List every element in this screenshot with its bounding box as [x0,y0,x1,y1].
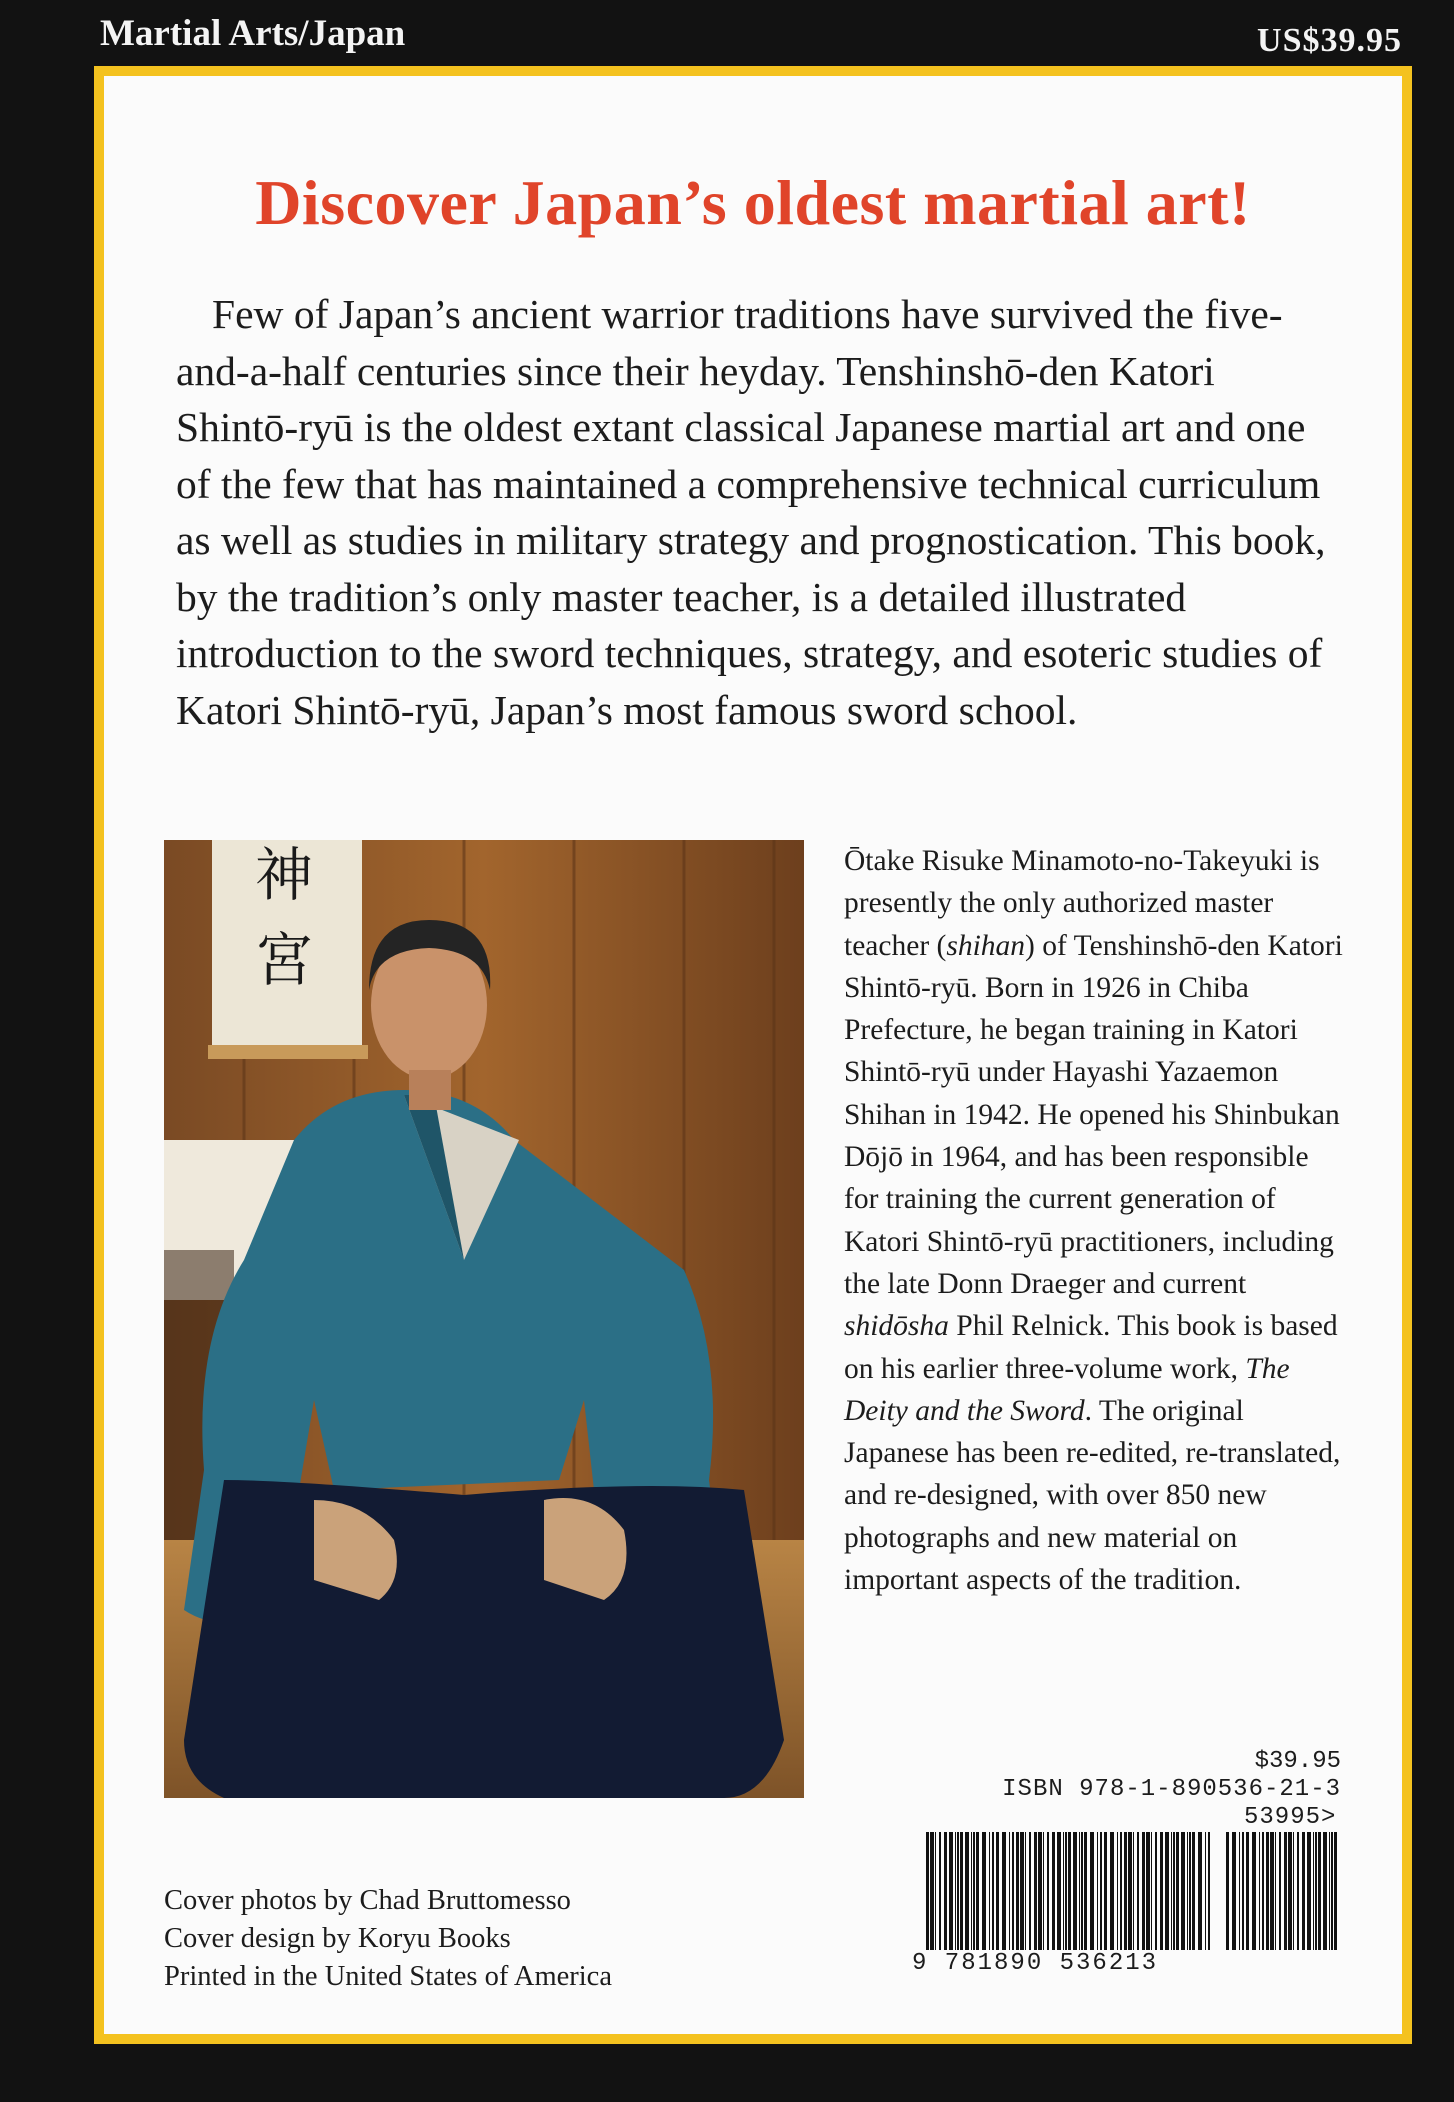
credit-design: Cover design by Koryu Books [164,1923,511,1954]
author-bio [844,840,1344,1601]
top-bar [0,0,1454,66]
credits [164,1882,764,1996]
isbn-text: ISBN 978-1-890536-21-3 [1002,1776,1341,1803]
bio-work-title: The Deity and the Sword [844,1352,1290,1427]
headline: Discover Japan’s oldest martial art! [255,167,1251,238]
bio-text-3: Phil Relnick. This book is based on his earlier three-volume work, [844,1310,1338,1385]
content-panel [104,76,1402,2034]
price-label: US$39.95 [1257,22,1402,59]
yellow-frame [94,66,1412,2044]
barcode-icon [924,1832,1214,1950]
author-photo-illustration [164,840,804,1798]
barcode-extension: 53995> [1244,1804,1337,1831]
calligraphy-2: 宮 [254,926,314,994]
barcode-price: $39.95 [1254,1748,1341,1775]
barcode-digits: 9 781890 536213 [912,1950,1159,1977]
bio-term-shihan: shihan [946,929,1026,962]
intro-paragraph: Few of Japan’s ancient warrior traditions have survived the five-and-a-half centuries since their heyday. Tenshinshō-den Katori Shintō-ryū is the oldest extant classical Japanese martial art and one of the few that has maintained a comprehensive technical curriculum as well as studies in military strategy and prognostication. This book, by the tradition’s only master teacher, is a detailed illustrated introduction to the sword techniques, strategy, and esoteric studies of Katori Shintō-ryū, Japan’s most famous sword school. [176,291,1326,733]
bio-text-4: . The original Japanese has been re-edited, re-translated, and re-designed, with over 850 new photographs and new material on important aspects of the tradition. [844,1394,1341,1597]
calligraphy-1: 神 [254,841,314,909]
barcode-extension-icon [1224,1832,1342,1950]
author-photo [164,840,804,1798]
bio-term-shidosha: shidōsha [844,1310,949,1343]
bio-text-2: ) of Tenshinshō-den Katori Shintō-ryū. Born in 1926 in Chiba Prefecture, he began training in Katori Shintō-ryū under Hayashi Yazaemon Shihan in 1942. He opened his Shinbukan Dōjō in 1964, and has been responsible for training the current generation of Katori Shintō-ryū practitioners, including the late Donn Draeger and current [844,929,1343,1300]
credit-photos: Cover photos by Chad Bruttomesso [164,1885,571,1916]
bio-text-1: Ōtake Risuke Minamoto-no-Takeyuki is presently the only authorized master teacher ( [844,845,1320,962]
credit-printed: Printed in the United States of America [164,1961,612,1992]
category-label: Martial Arts/Japan [100,13,406,54]
